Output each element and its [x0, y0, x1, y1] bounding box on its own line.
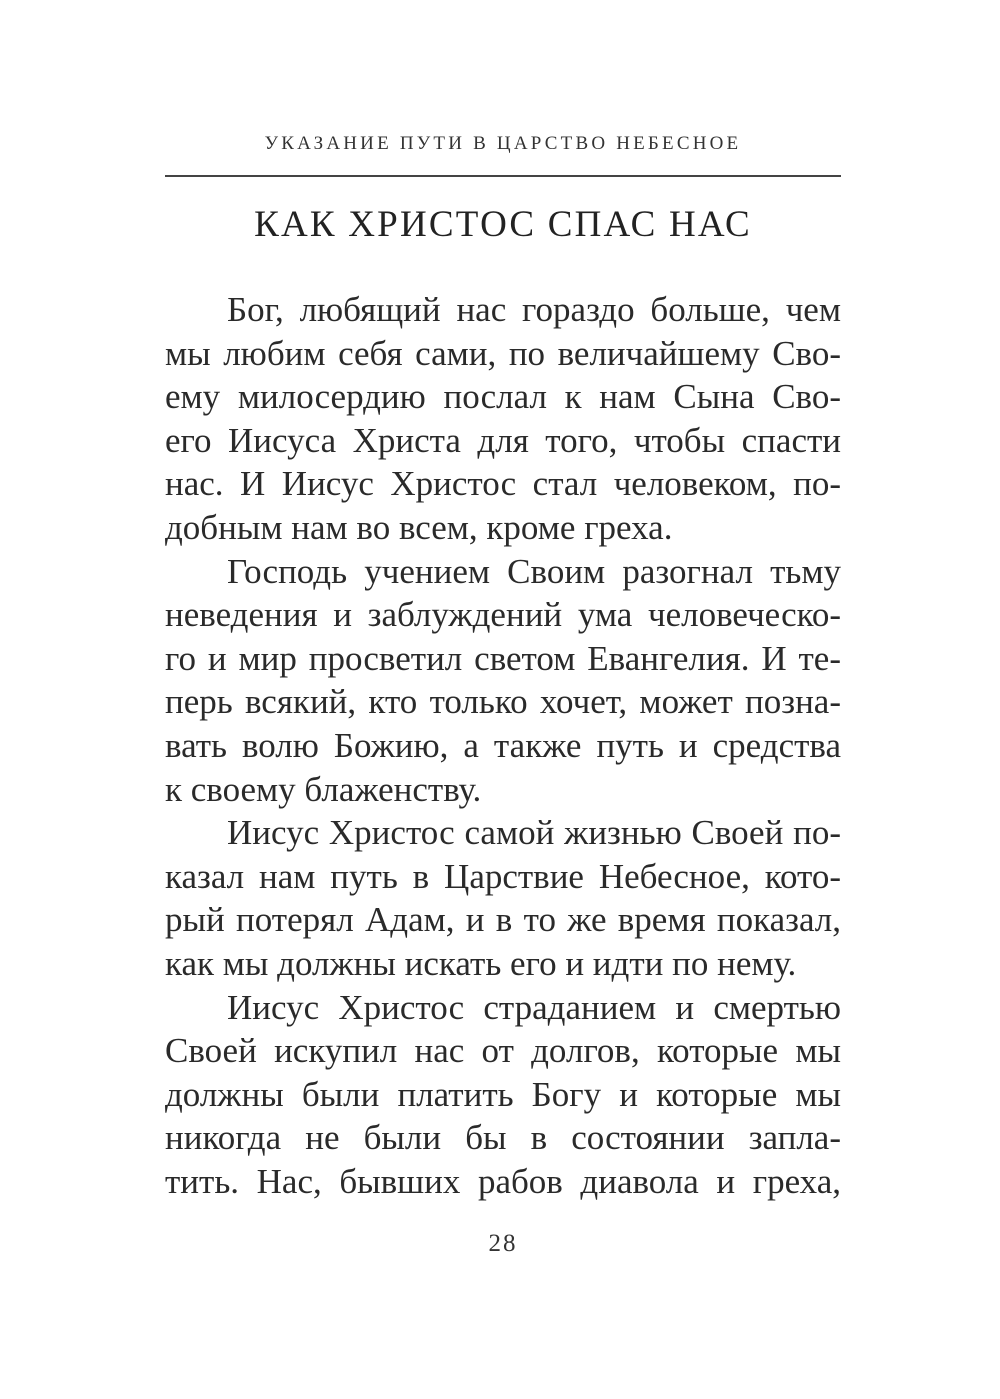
text-line: неведения и заблуждений ума человеческо-: [165, 595, 841, 635]
text-line: нас. И Иисус Христос стал человеком, по-: [165, 464, 841, 504]
header-rule: [165, 175, 841, 177]
text-line: добным нам во всем, кроме греха.: [165, 507, 673, 547]
paragraph: [165, 811, 841, 985]
text-line: никогда не были бы в состоянии запла-: [165, 1118, 841, 1158]
text-line: Иисус Христос страданием и смертью: [227, 987, 841, 1027]
paragraph: [165, 288, 841, 550]
paragraph: [165, 986, 841, 1204]
text-line: Господь учением Своим разогнал тьму: [227, 551, 841, 591]
text-line: как мы должны искать его и идти по нему.: [165, 943, 797, 983]
page-number: 28: [488, 1230, 518, 1257]
paragraph: [165, 550, 841, 812]
text-line: вать волю Божию, а также путь и средства: [165, 725, 841, 765]
running-header: УКАЗАНИЕ ПУТИ В ЦАРСТВО НЕБЕСНОЕ: [264, 133, 742, 154]
text-line: казал нам путь в Царствие Небесное, кото-: [165, 856, 841, 896]
text-line: к своему блаженству.: [165, 769, 482, 809]
text-line: мы любим себя сами, по величайшему Сво-: [165, 333, 841, 373]
text-line: Своей искупил нас от долгов, которые мы: [165, 1031, 841, 1071]
text-line: его Иисуса Христа для того, чтобы спасти: [165, 420, 841, 460]
text-line: тить. Нас, бывших рабов диавола и греха,: [165, 1161, 841, 1201]
text-line: перь всякий, кто только хочет, может позна-: [165, 682, 841, 722]
text-line: рый потерял Адам, и в то же время показал,: [165, 900, 841, 940]
text-line: должны были платить Богу и которые мы: [165, 1074, 841, 1114]
text-line: го и мир просветил светом Евангелия. И те-: [165, 638, 841, 678]
chapter-title: КАК ХРИСТОС СПАС НАС: [254, 204, 752, 245]
text-line: Иисус Христос самой жизнью Своей по-: [227, 813, 841, 853]
text-line: Бог, любящий нас гораздо больше, чем: [227, 290, 841, 329]
text-line: ему милосердию послал к нам Сына Сво-: [165, 377, 841, 417]
body-text: [165, 288, 841, 1203]
